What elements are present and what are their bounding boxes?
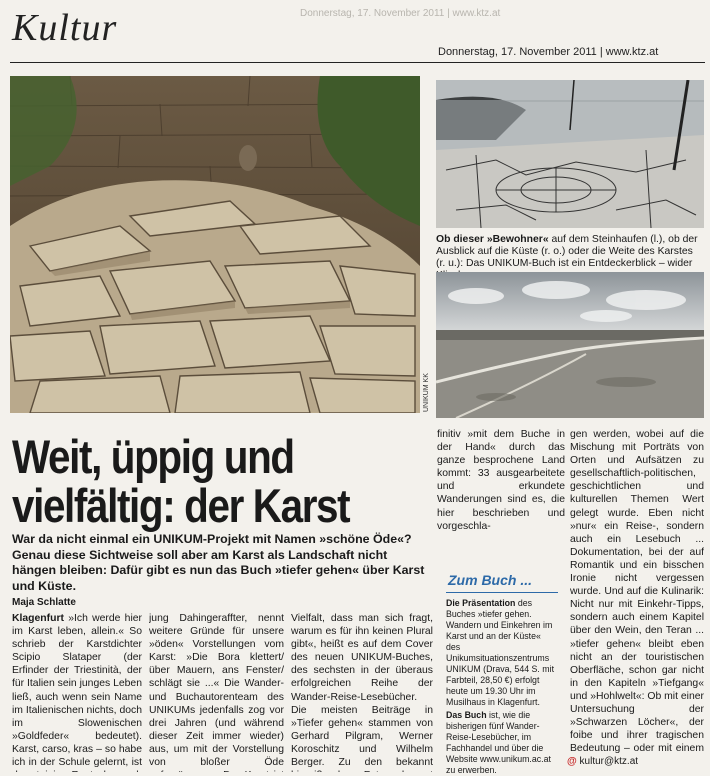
- header-rule: [10, 62, 705, 63]
- headline: Weit, üppig und vielfältig: der Karst: [12, 430, 350, 532]
- karst-plain-photo: [436, 272, 704, 418]
- box-p2-text: ist, wie die bisherigen fünf Wander-Reise-Lesebücher, im Fachhandel und über die Website www.unikum.ac.at zu erwerben.: [446, 710, 551, 775]
- caption-text: auf dem Steinhaufen (l.), ob der Ausblick auf die Küste (r. o.) oder die Weite des Karstes (r. u.): Das UNIKUM-Buch ist ein Entdeckerblick – wider: [436, 234, 698, 269]
- author: Maja Schlatte: [12, 597, 76, 608]
- email-address[interactable]: kultur@ktz.at: [579, 756, 639, 767]
- box-p2-lead: Das Buch: [446, 710, 487, 720]
- top-strip-text: Donnerstag, 17. November 2011 | www.ktz.at: [300, 8, 501, 19]
- book-box-title: Zum Buch ...: [448, 572, 532, 588]
- dateline-place: Klagenfurt: [12, 613, 64, 624]
- coast-illustration: [436, 80, 704, 228]
- body-column-3: Vielfalt, dass man sich fragt, warum es für ihn keinen Plural gibt«, heißt es auf dem Cover des neuen UNIKUM-Buches, des sechsten in der überaus erfolgreichen Reihe der Wander-Reise-Lesebücher. Die meisten Beiträge in »Tiefer gehen« stammen von Gerhard Pilgram, Werner Koroschitz und Wilhelm Berger. Zu den bekannt: [291, 613, 433, 769]
- coast-photo: [436, 80, 704, 228]
- book-box-rule: [446, 592, 558, 593]
- box-p1-text: des Buches »tiefer gehen. Wandern und Einkehren im Karst und an der Küste« des Unikumsituationszentrums UNIKUM (Drava, 544 S. mit Farbteil, 28,50 €) erfolgt heute um 19.30 Uhr im Musilhaus in Klagenfurt.: [446, 598, 555, 707]
- body-column-2: jung Dahingeraffter, nennt weitere Gründe für unsere »öden« Vorstellungen vom Karst: »Die Bora klettert/ über Mauern, ans Fenster/ schlägt sie ...« Die Wander- und Buchautorenteam des UNIKUMs jedenfalls zog vor drei Jahren (und während dieser Zeit immer wieder) aus, um mit der Vorstellung von bloßer Öde: [149, 613, 284, 769]
- email-footer[interactable]: [567, 756, 638, 767]
- photo-credit: UNIKUM KK: [423, 373, 430, 412]
- karst-plain-illustration: [436, 272, 704, 418]
- body-column-5: gen werden, wobei auf die Mischung mit Porträts von Orten und Aufsätzen zu gesellschaftlich-politischen, geschichtlichen und kulturellen Themen Wert gelegt wurde. Eben nicht »nur« ein Reise-, sondern auch ein Lesebuch ... Dokumentation, bei der auf Romantik und ein bisschen Ironie nicht vergessen wurde. Und auf die Kulinarik: Nicht nur mit Einkehr-Tipps, sondern auch einem Kapitel über den Wein, den Teran ... »tiefer gehen« bleibt eben nicht an der touristischen Oberfläche, schon gar nicht in den Kapiteln »Tiefgang« und »Hohlwelt«: Ob mit einer Untersuchung der »Schwarzen Löcher«, der foibe und ihrer tragischen Bedeutung – oder mit einem: [570, 429, 704, 754]
- at-sign-icon: @: [567, 756, 577, 767]
- stone-pile-illustration: [10, 76, 420, 413]
- book-info-box: [446, 598, 556, 776]
- book-box-paragraph-1: [446, 598, 556, 708]
- section-title: Kultur: [12, 7, 118, 49]
- column-1-text: »Ich werde hier im Karst leben, allein.« So schrieb der Karstdichter Scipio Slataper (der Erfinder der Triestinità, der für Italien sein junges Leben ließ, auch wenn sein Name im Italienischen nichts, doch im Slowenischen »Goldfeder« bedeutet). Karst, carso, kras – so habe ich in der Schule gelernt, ist: [12, 613, 142, 769]
- caption-lead: Ob dieser »Bewohner«: [436, 234, 549, 245]
- stone-pile-photo: [10, 76, 420, 413]
- body-column-1: [12, 612, 142, 772]
- book-box-paragraph-2: [446, 710, 556, 776]
- lead-paragraph: War da nicht einmal ein UNIKUM-Projekt mit Namen »schöne Öde«? Genau diese Sichtweise soll aber am Karst als Landschaft nicht hängen bleiben: Dafür gibt es nun das Buch »tiefer gehen« über Karst und Küste.: [12, 532, 425, 593]
- dateline: Donnerstag, 17. November 2011 | www.ktz.at: [438, 46, 659, 58]
- box-p1-lead: Die Präsentation: [446, 598, 516, 608]
- body-column-4: finitiv »mit dem Buche in der Hand« durch das ganze besprochene Land kommt: 33 ausgearbeitete und erkundete Wanderungen sind es, die hier beschrieben und vorgeschla-: [437, 429, 565, 532]
